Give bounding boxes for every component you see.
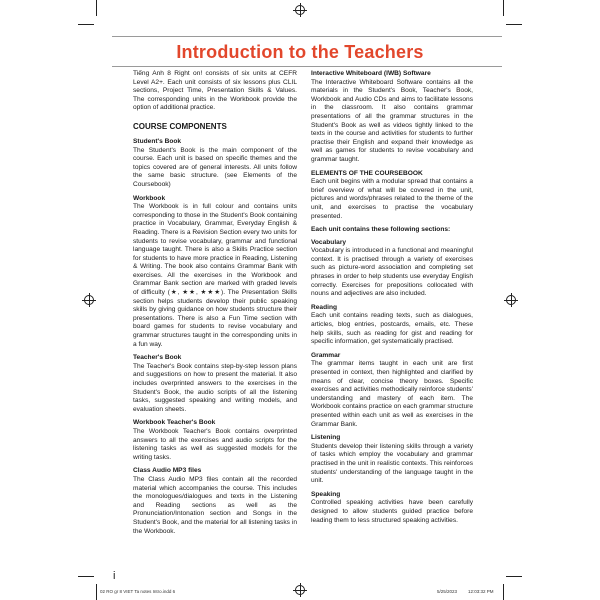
workbook-heading: Workbook (133, 194, 166, 202)
title-rule-bottom (112, 66, 502, 67)
vocabulary-text: Vocabulary is introduced in a functional and meaningful context. It is practised through a variety of exercises such as picture-word association and completing set phrases in order to help students use everyday English correctly. Exercises for prepositions collocated with nouns and adjectives are also included. (311, 247, 473, 298)
class-audio-text: The Class Audio MP3 files contain all the recorded material which accompanies the course. This includes the monologues/dialogues and texts in the Listening and Reading sections as well as the Pronunciation/Intonation section and Songs in the Student's Book, and the material for all listening tasks in the Workbook. (133, 475, 297, 535)
grammar-text: The grammar items taught in each unit are first presented in context, then highlighted and clarified by means of clear, concise theory boxes. Specific exercises and activities methodically reinforce students' understanding and mastery of each item. The Workbook contains practice on each grammar structure presented within each unit as well as exercises in the Grammar Bank. (311, 360, 473, 428)
elements-heading: ELEMENTS OF THE COURSEBOOK (311, 169, 423, 177)
class-audio-heading: Class Audio MP3 files (133, 467, 202, 475)
workbook-text: The Workbook is in full colour and contains units corresponding to those in the Student's Book containing practice in Vocabulary, Grammar, Everyday English & Reading. There is a Revision Section every two units for students to revise vocabulary, grammar and functional language taught. There is also a Skills Practice section for students to have more practice in Reading, Listening & Writing. The book also contains Grammar Bank with exercises. All the exercises in the Workbook and Grammar Bank section are marked with graded levels of difficulty (★, ★★, ★★★). The Presentation Skills section helps students develop their public speaking skills by giving guidance on how students structure their presentations. There is also a Fun Time section with board games for students to revise vocabulary and grammar structures taught in the corresponding units in a fun way. (133, 203, 297, 348)
reading-text: Each unit contains reading texts, such as dialogues, articles, blog entries, postcards, emails, etc. These help skills, such as reading for gist and reading for specific information, get systematically practised. (311, 312, 473, 346)
course-components-heading: COURSE COMPONENTS (133, 121, 227, 131)
registration-mark-icon (84, 295, 94, 305)
title-rule-top (112, 36, 502, 37)
students-book-text: The Student's Book is the main component of the course. Each unit is based on specific themes and the topics covered are of general interests. All units follow the same basic structure. (see Elements of the Coursebook) (133, 146, 297, 188)
footer-file-name: 02 RO gr 8 VIET Ta notes Intro.indd 6 (100, 589, 176, 594)
footer-time: 12:03:32 PM (468, 589, 494, 594)
listening-text: Students develop their listening skills through a variety of tasks which employ the vocabulary and grammar practised in the unit in realistic contexts. This reinforces students' understanding of the language taught in the unit. (311, 442, 473, 485)
crop-mark (503, 584, 504, 600)
reading-heading: Reading (311, 303, 338, 311)
crop-mark (78, 24, 94, 25)
teachers-book-heading: Teacher's Book (133, 354, 182, 362)
vocabulary-heading: Vocabulary (311, 238, 347, 246)
intro-paragraph: Tiếng Anh 8 Right on! consists of six units at CEFR Level A2+. Each unit consists of six lessons plus CLIL sections, Project Time, Presentation Skills & Values. The corresponding units in the Workbook provide the option of additional practice. (133, 70, 297, 112)
crop-mark (506, 24, 522, 25)
crop-mark (96, 584, 97, 600)
footer-date: 5/25/2023 (437, 589, 458, 594)
registration-mark-icon (295, 5, 305, 15)
crop-mark (96, 0, 97, 16)
registration-mark-icon (295, 585, 305, 595)
iwb-heading: Interactive Whiteboard (IWB) Software (311, 70, 431, 77)
iwb-text: The Interactive Whiteboard Software contains all the materials in the Student's Book, Teacher's Book, Workbook and Audio CDs and aims to facilitate lessons in the classroom. It also contains grammar presentations of all the grammar structures in the Student's Book as well as videos tightly linked to the texts in the course and activities for students to further practise their English and expand their knowledge as well as games for students to revise vocabulary and grammar taught. (311, 78, 473, 163)
page-number: i (113, 570, 116, 582)
listening-heading: Listening (311, 434, 341, 442)
teachers-book-text: The Teacher's Book contains step-by-step lesson plans and suggestions on how to present the material. It also includes overprinted answers to the exercises in the Student's Book, the audio scripts of all the listening tasks, suggested speaking and writing models, and evaluation sheets. (133, 362, 297, 413)
registration-mark-icon (506, 295, 516, 305)
crop-mark (78, 576, 94, 577)
grammar-heading: Grammar (311, 351, 341, 359)
workbook-teachers-book-heading: Workbook Teacher's Book (133, 419, 216, 427)
workbook-teachers-book-text: The Workbook Teacher's Book contains overprinted answers to all the exercises and audio scripts for the listening tasks as well as suggested models for the writing tasks. (133, 427, 297, 461)
right-column (311, 70, 473, 530)
students-book-heading: Student's Book (133, 137, 182, 145)
sections-intro: Each unit contains these following sections: (311, 226, 451, 234)
crop-mark (506, 576, 522, 577)
left-column (133, 70, 297, 541)
elements-text: Each unit begins with a modular spread that contains a brief overview of what will be covered in the unit, pictures and words/phrases related to the theme of the unit, and exercises to practise the vocabulary presented. (311, 178, 473, 220)
speaking-text: Controlled speaking activities have been carefully designed to allow students guided practice before leading them to less structured speaking activities. (311, 499, 473, 524)
page-title: Introduction to the Teachers (176, 42, 424, 62)
crop-mark (503, 0, 504, 16)
speaking-heading: Speaking (311, 490, 341, 498)
